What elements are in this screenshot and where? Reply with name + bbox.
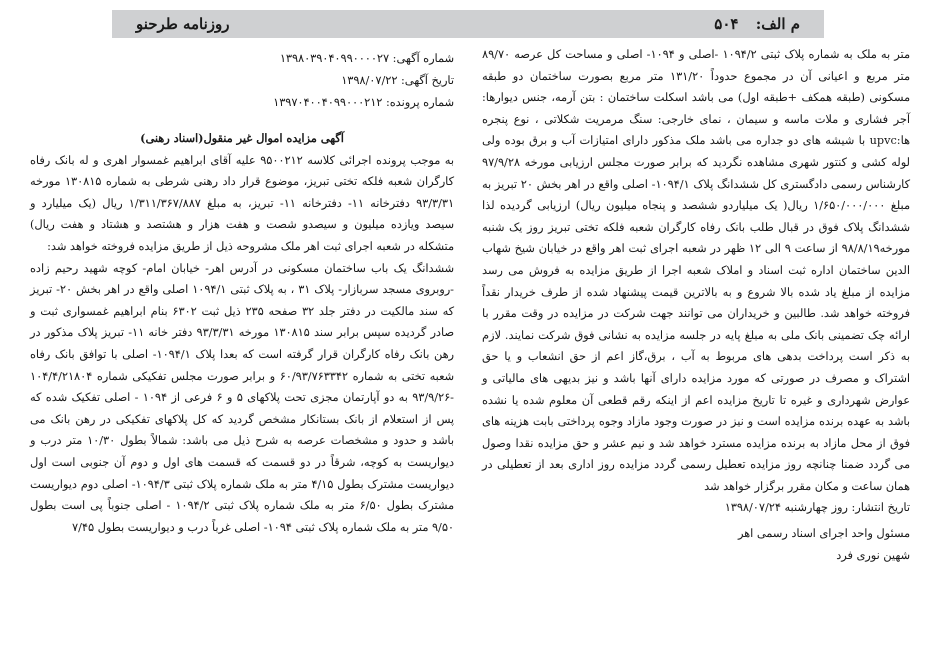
ad-paragraph-3: متر به ملک به شماره پلاک ثبتی ۱۰۹۴/۲ -اصلی و ۱۰۹۴- اصلی و مساحت کل عرصه ۸۹/۷۰ متر مربع و اعیانی آن در مجموع حدوداً ۱۳۱/۲۰ متر مربع بصورت ساختمان دو طبقه مسکونی (طبقه همکف +طبقه اول) می باشد اسکلت ساختمان : بتن آرمه، جنس دیوارها: آجر فشاری و ملات ماسه و سیمان ، نمای خارجی: سنگ مرمریت شکلاتی ، نوع پنجره ها:upvc با شیشه های دو جداره می باشد ملک مذکور دارای امتیازات آب و برق بوده ولی لوله کشی و کنتور شهری مشاهده نگردید که برابر صورت مجلس ارزیابی مورخه ۹۷/۹/۲۸ کارشناس رسمی دادگستری کل ششدانگ پلاک ۱۰۹۴/۱- اصلی واقع در اهر بخش ۲۰ تبریز به مبلغ ۱/۶۵۰/۰۰۰/۰۰۰ ریال( یک میلیاردو ششصد و پنجاه میلیون ریال) ارزیابی گردیده لذا ششدانگ پلاک فوق در قبال طلب بانک رفاه کارگران شعبه فلکه تختی تبریز روز یک شنبه مورخه۹۸/۸/۱۹ از ساعت ۹ الی ۱۲ ظهر در شعبه اجرای ثبت اهر واقع در خیابان شیخ شهاب الدین ساختمان اداره ثبت اسناد و املاک شعبه اجرا از طریق مزایده به فروش می رسد مزایده از مبلغ یاد شده بالا شروع و به بالاترین قیمت پیشنهاد شده از طرف خریدار نقداً فروخته خواهد شد. طالبین و خریداران می توانند جهت شرکت در مزایده در وقت مقرر با ارائه چک تضمینی بانک ملی به مبلغ پایه در جلسه مزایده به نشانی فوق شرکت نمایند. لازم به ذکر است پرداخت بدهی های مربوط به آب ، برق،گاز اعم از حق انشعاب و یا حق اشتراک و مصرف در صورتی که مورد مزایده دارای آنها باشد و نیز بدیهی های مالیاتی و عوارض شهرداری و غیره تا تاریخ مزایده اعم از اینکه رقم قطعی آن معلوم شده یا نشده باشد به عهده برنده مزایده است و نیز در صورت وجود مازاد وجوه پرداختی بابت هزینه های فوق از محل مازاد به برنده مزایده مسترد خواهد شد و نیم عشر و حق مزایده نقدا وصول می گردد ضمنا چنانچه روز مزایده تعطیل رسمی گردد مزایده روز اداری بعد از تعطیلی در همان ساعت و مکان مقرر برگزار خواهد شد	[482, 48, 911, 493]
case-number: شماره پرونده: ۱۳۹۷۰۴۰۰۴۰۹۹۰۰۰۲۱۲	[273, 96, 454, 109]
left-column	[482, 44, 910, 664]
page-header	[112, 10, 824, 38]
right-column	[30, 44, 458, 664]
newspaper-name: روزنامه طرحنو	[136, 15, 230, 33]
ad-paragraph-1: به موجب پرونده اجرائی کلاسه ۹۵۰۰۲۱۲ علیه آقای ابراهیم غمسوار اهری و له بانک رفاه کارگران شعبه فلکه تختی تبریز، موضوع قرار داد رهنی شرطی به شماره ۱۳۰۸۱۵ مورخه ۹۳/۳/۳۱ دفترخانه ۱۱- دفترخانه ۱۱- تبریز، به مبلغ ۱/۳۱۱/۳۶۷/۸۸۷ ریال (یک میلیارد و سیصد ویازده میلیون و سیصدو شصت و هفت هزار و هشتصد و هشتاد و هفت ریال) متشکله در شعبه اجرای ثبت اهر ملک مشروحه ذیل از طریق مزایده فروخته خواهد شد:	[30, 153, 455, 253]
document-body	[30, 44, 910, 664]
ad-date: تاریخ آگهی: ۱۳۹۸/۰۷/۲۲	[341, 74, 454, 87]
ad-title: آگهی مزایده اموال غیر منقول(اسناد رهنی)	[140, 131, 344, 145]
publish-date: تاریخ انتشار: روز چهارشنبه ۱۳۹۸/۰۷/۲۴	[724, 501, 910, 515]
ad-meta	[30, 48, 454, 114]
signer-name: شهین نوری فرد	[836, 548, 910, 562]
signer-title: مسئول واحد اجرای اسناد رسمی اهر	[737, 527, 910, 541]
issue-number	[714, 15, 800, 33]
issue-value: ۵۰۴	[714, 15, 739, 33]
ad-number: شماره آگهی: ۱۳۹۸۰۳۹۰۴۰۹۹۰۰۰۰۲۷	[279, 52, 454, 65]
issue-label: م الف:	[755, 15, 800, 33]
ad-paragraph-2: ششدانگ یک باب ساختمان مسکونی در آدرس اهر- خیابان امام- کوچه شهید رحیم زاده -روبروی مسجد سربازار- پلاک ۳۱ ، به پلاک ثبتی ۱۰۹۴/۱ اصلی واقع در اهر بخش ۲۰- تبریز که سند مالکیت در دفتر جلد ۳۲ صفحه ۲۳۵ ذیل ثبت ۶۳۰۲ بنام ابراهیم غمسواری ثبت و صادر گردیده سپس برابر سند ۱۳۰۸۱۵ مورخه ۹۳/۳/۳۱ دفتر خانه ۱۱- تبریز پلاک مذکور در رهن بانک رفاه کارگران قرار گرفته است که بعدا پلاک ۱۰۹۴/۱- اصلی با توافق بانک رفاه شعبه تختی به شماره ۶۰/۹۳/۷۶۳۳۴۲ و برابر صورت مجلس تفکیکی شماره ۱۰۴/۴/۲۱۸۰۴ -۹۳/۹/۲۶ به دو آپارتمان مجزی تحت پلاکهای ۵ و ۶ فرعی از ۱۰۹۴ - اصلی تفکیک شده که پس از استعلام از بانک بستانکار مشخص گردید که کل پلاکهای تفکیکی در رهن بانک می باشد و حدود و مشخصات عرصه به شرح ذیل می باشد: شمالاً بطول ۱۰/۳۰ متر درب و دیواریست به کوچه، شرقاً در دو قسمت که قسمت های اول و دوم آن جنوبی است اول دیواریست مشترک بطول ۴/۱۵ متر به ملک شماره پلاک ثبتی ۱۰۹۴/۳- اصلی دوم دیواریست مشترک بطول ۶/۵۰ متر به ملک شماره پلاک ثبتی ۱۰۹۴/۲ - اصلی جنوباً پی است بطول ۹/۵۰ متر به ملک شماره پلاک ثبتی ۱۰۹۴- اصلی غرباً درب و دیواریست بطول ۷/۴۵	[30, 261, 455, 534]
